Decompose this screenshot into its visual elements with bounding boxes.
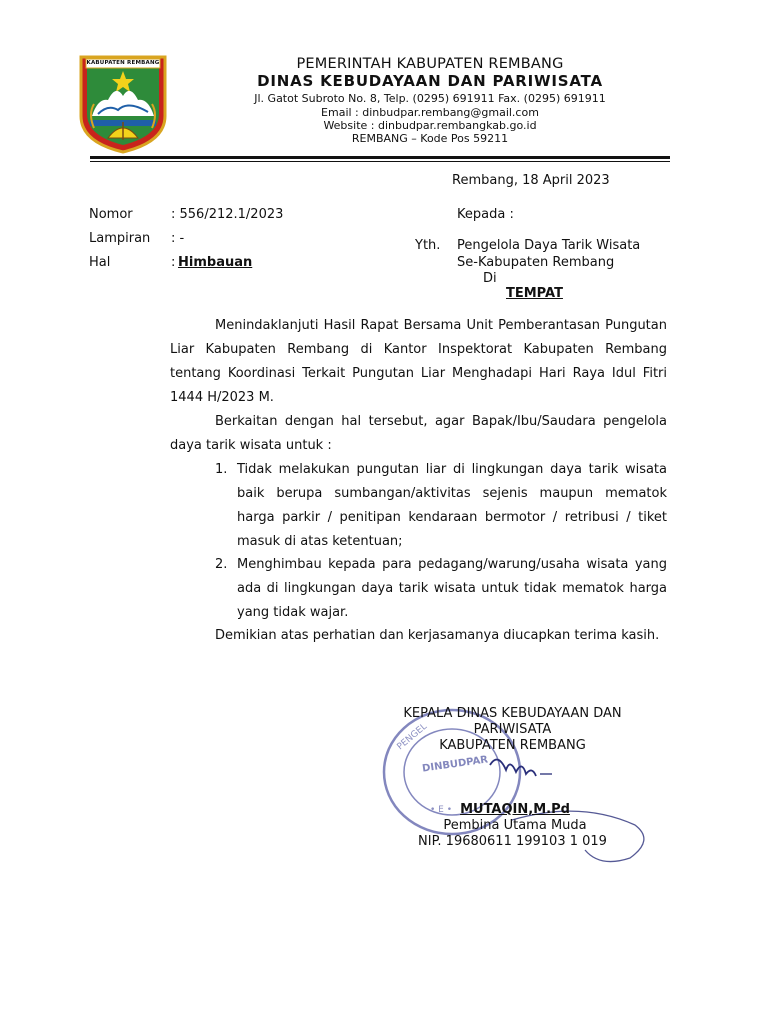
lampiran-value: : - [171,231,185,246]
address: Jl. Gatot Subroto No. 8, Telp. (0295) 691911 Fax. (0295) 691911 [254,92,606,105]
emblem-label: KABUPATEN REMBANG [86,60,160,66]
regency-emblem-icon [78,54,168,154]
list-item-2-number: 2. [215,557,228,572]
signatory-title-1: KEPALA DINAS KEBUDAYAAN DAN [403,706,622,721]
website: Website : dinbudpar.rembangkab.go.id [323,119,537,132]
signatory-title-2: PARIWISATA [473,722,552,737]
recipient-line1: Pengelola Daya Tarik Wisata [457,238,641,253]
date-line: Rembang, 18 April 2023 [452,173,610,188]
lampiran-label: Lampiran [89,231,151,246]
nomor-value: : 556/212.1/2023 [171,207,284,222]
letterhead-rule-thick [90,156,670,159]
signatory-rank: Pembina Utama Muda [443,818,587,833]
hal-colon: : [171,255,176,270]
closing-line: Demikian atas perhatian dan kerjasamanya diucapkan terima kasih. [215,628,660,643]
recipient-tempat: TEMPAT [506,286,563,301]
nomor-label: Nomor [89,207,133,222]
body-paragraph-2 [170,410,667,458]
kepada-label: Kepada : [457,207,514,222]
letterhead-rule-thin [90,161,670,162]
list-item-1-text: Tidak melakukan pungutan liar di lingkungan daya tarik wisata baik berupa sumbangan/aktivitas sejenis maupun mematok harga parkir / penitipan kendaraan bermotor / retribusi / tiket masuk di atas ketentuan; [237,462,667,549]
office-name: DINAS KEBUDAYAAN DAN PARIWISATA [257,72,603,90]
hal-label: Hal [89,255,111,270]
gov-name: PEMERINTAH KABUPATEN REMBANG [296,56,564,72]
recipient-di: Di [483,271,497,286]
list-item-1-number: 1. [215,462,228,477]
yth-label: Yth. [415,238,441,253]
stamp-text: DINBUDPAR [421,754,489,775]
postal-code: REMBANG – Kode Pos 59211 [351,132,509,145]
signatory-name: MUTAQIN,M.Pd [460,802,570,817]
recipient-line2: Se-Kabupaten Rembang [457,255,615,270]
body-paragraph-1 [170,314,667,410]
para2-text: Berkaitan dengan hal tersebut, agar Bapak/Ibu/Saudara pengelola daya tarik wisata untuk : [170,414,667,453]
signatory-title-3: KABUPATEN REMBANG [439,738,586,753]
email: Email : dinbudpar.rembang@gmail.com [321,106,539,119]
para1-text: Menindaklanjuti Hasil Rapat Bersama Unit Pemberantasan Pungutan Liar Kabupaten Rembang di Kantor Inspektorat Kabupaten Rembang tentang Koordinasi Terkait Pungutan Liar Menghadapi Hari Raya Idul Fitri 1444 H/2023 M. [170,318,667,405]
svg-text:• E •: • E • [430,805,453,815]
svg-text:PENGEL: PENGEL [395,721,430,753]
signatory-nip: NIP. 19680611 199103 1 019 [418,834,607,849]
hal-value: Himbauan [178,255,253,270]
list-item-2-text: Menghimbau kepada para pedagang/warung/usaha wisata yang ada di lingkungan daya tarik wisata untuk tidak mematok harga yang tidak wajar. [237,557,667,620]
